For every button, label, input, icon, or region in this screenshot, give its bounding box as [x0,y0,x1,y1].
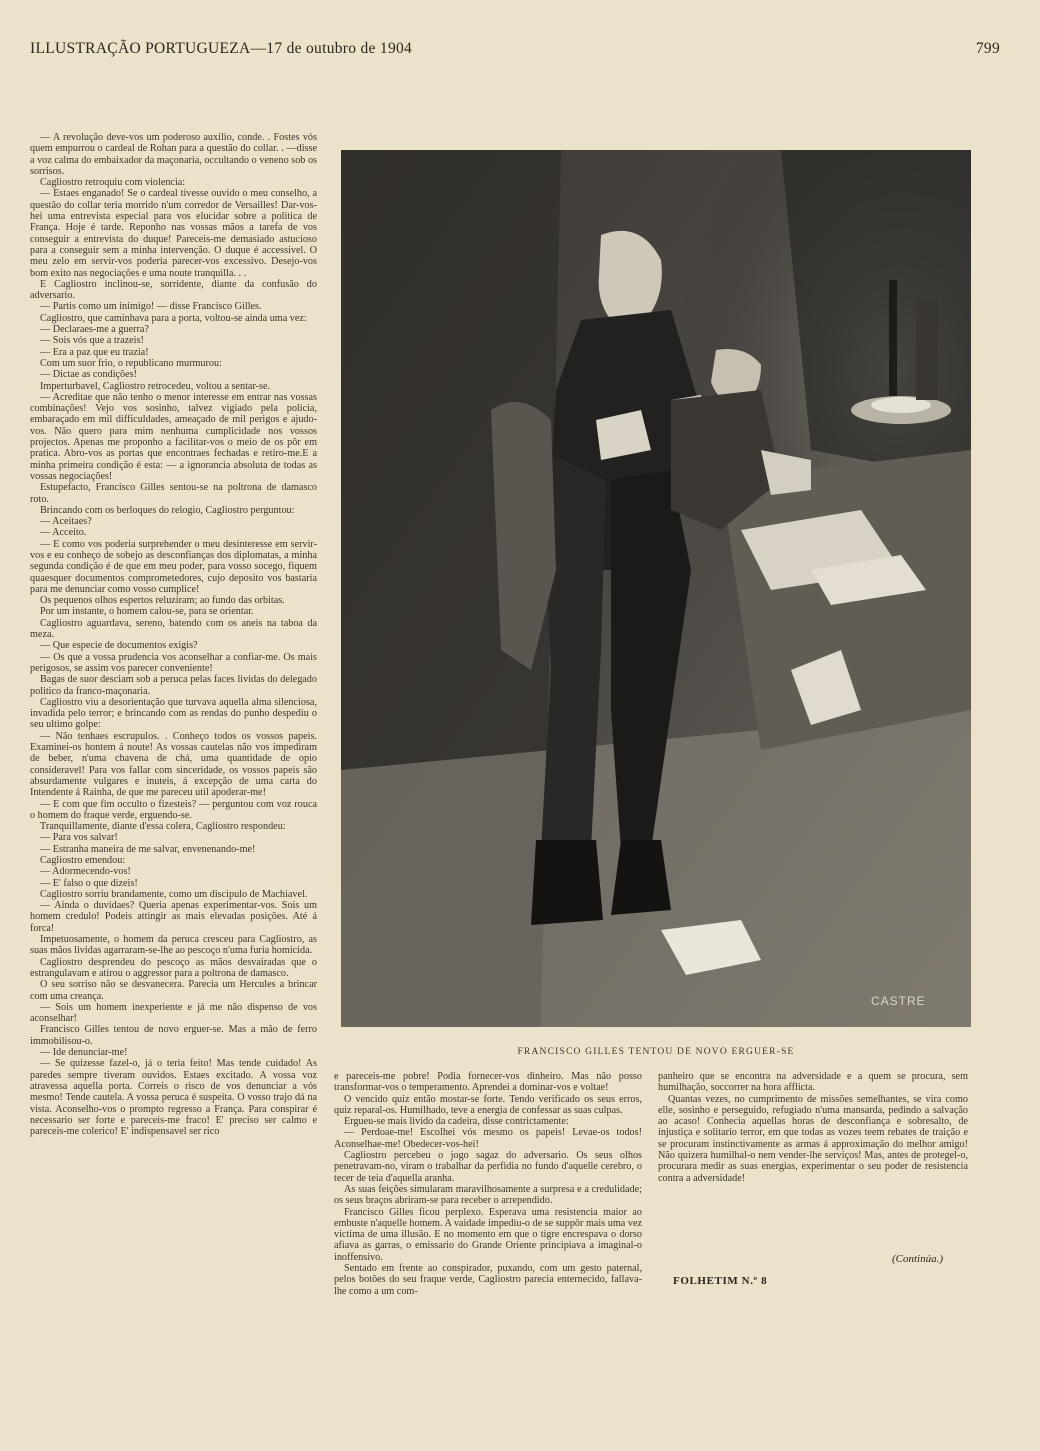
publication-title: ILLUSTRAÇÃO PORTUGUEZA—17 de outubro de 1904 [30,40,413,57]
paragraph: — Acreditae que não tenho o menor interesse em entrar nas vossas combinações! Vejo vos sosinho, talvez vigiado pela policia, embaraçado em mil difficuldades, ameaçado de mil perigos e ajudo-vos. Não quero para mim nenhuma cumplicidade nos vossos projectos. Apenas me proponho a facilitar-vos o meio de os pôr em pratica. Abro-vos as portas que encontraes fechadas e retiro-me.E a minha primeira condição é esta: — a ignorancia absoluta de todas as vossas negociações! [30,391,317,482]
paragraph: — Estranha maneira de me salvar, envenenando-me! [40,843,256,855]
paragraph: — Acceito. [40,527,87,539]
paragraph: Cagliostro viu a desorientação que turvava aquella alma silenciosa, invadida pelo terror; e brincando com as rendas do punho despediu o seu ultimo golpe: [30,696,317,731]
paragraph: — Declaraes-me a guerra? [40,324,149,336]
paragraph: Quantas vezes, no cumprimento de missões semelhantes, se vira como elle, sosinho e perseguido, refugiado n'uma mansarda, pedindo a salvação ao acaso! Conhecia aquellas horas de desconfiança e sobresalto, de injustiça e solitario terror, em que todas as vozes teem rebates de traição e se procuram instinctivamente as armas á approximação do melhor amigo! Não quizera humilhal-o nem vender-lhe serviços! Mas, antes de protegel-o, procurara medir as suas energias, experimentar o seu poder de resistencia contra a adversidade! [658,1093,968,1184]
paragraph: — A revolução deve-vos um poderoso auxilio, conde. . Fostes vós quem empurrou o cardeal de Rohan para a questão do collar. . —disse a voz calma do embaixador da maçonaria, occultando o veneno sob os sorrisos. [30,132,317,177]
paragraph: Imperturbavel, Cagliostro retrocedeu, voltou a sentar-se. [40,380,271,392]
paragraph: Por um instante, o homem calou-se, para se orientar. [40,606,254,618]
paragraph: — Não tenhaes escrupulos. . Conheço todos os vossos papeis. Examinei-os hontem á noute! As vossas cautelas não vos impediram de beber, n'uma chavena de chá, uma quantidade de opio consideravel! Para vos fallar com sinceridade, os vossos papeis são absurdamente vulgares e inuteis, á excepção de uma carta do Intendente á Rainha, de que me pareceu util apoderar-me! [30,730,317,799]
paragraph: — E com que fim occulto o fizesteis? — perguntou com voz rouca o homem do fraque verde, erguendo-se. [30,798,317,821]
paragraph: E Cagliostro inclinou-se, sorridente, diante da confusão do adversario. [30,278,317,302]
paragraph: — Partis como um inimigo! — disse Francisco Gilles. [40,301,262,313]
paragraph: — E como vos poderia surprehender o meu desinteresse em servir-vos e eu conheço de sobejo as desconfianças dos diplomatas, a minha segunda condição é de que em meu poder, para vosso socego, fiquem quaesquer documentos comprometedores, cujo deposito vos bastaria para me denunciar como vosso cumplice! [30,538,317,595]
text-column-middle [334,1071,642,1391]
paragraph: Francisco Gilles ficou perplexo. Esperava uma resistencia maior ao embuste n'aquelle homem. A vaidade impediu-o de se suppôr mais uma vez victima de uma illusão. E no momento em que o tigre encrespava o dorso afiava as garras, o emissario do Grande Oriente principiava a imaginal-o inoffensivo. [334,1206,642,1263]
paragraph: — Os que a vossa prudencia vos aconselhar a confiar-me. Os mais perigosos, se assim vos parecer conveniente! [30,651,317,674]
paragraph: Bagas de suor desciam sob a peruca pelas faces lividas do delegado politico da franco-maçonaria. [30,674,317,697]
paragraph: Cagliostro desprendeu do pescoço as mãos desvairadas que o estrangulavam e atirou o aggressor para a poltrona de damasco. [30,956,317,979]
paragraph: panheiro que se encontra na adversidade e a quem se procura, sem humilhação, soccorrer na hora afflicta. [658,1071,968,1094]
paragraph: As suas feições simularam maravilhosamente a surpresa e a credulidade; os seus braços abriram-se para receber o arrependido. [334,1183,642,1207]
paragraph: Francisco Gilles tentou de novo erguer-se. Mas a mão de ferro immobilisou-o. [30,1024,317,1047]
paragraph: Com um suor frio, o republicano murmurou: [40,357,222,369]
text-column-left [30,132,317,1390]
continued-note: (Continúa.) [892,1253,944,1265]
paragraph: — Aceitaes? [40,516,92,528]
paragraph: — Era a paz que eu trazia! [40,346,149,358]
paragraph: Cagliostro retroquiu com violencia: [40,177,186,189]
artist-signature: CASTRE [871,994,926,1008]
paragraph: e pareceis-me pobre! Podia fornecer-vos dinheiro. Mas não posso transformar-vos o temperamento. Aprendei a dominar-vos e voltae! [334,1071,642,1094]
paragraph: Ergueu-se mais livido da cadeira, disse contrictamente: [344,1116,569,1128]
paragraph: — Ainda o duvidaes? Queria apenas experimentar-vos. Sois um homem credulo! Podeis attingir as mais elevadas posições. Até á forca! [30,900,317,934]
paragraph: — Estaes enganado! Se o cardeal tivesse ouvido o meu conselho, a questão do collar teria morrido n'um corredor de Versailles! Dar-vos-hei uma entrevista especial para vos elucidar sobre a politica de França. Hoje é tarde. Reponho nas vossas mãos a tarefa de vos conseguir a entrevista do duque! Pareceis-me demasiado astucioso para a conseguir sem a minha intervenção. O duque é accessivel. O meu zelo em servir-vos poderia parecer-vos excessivo. Desejo-vos bom exito nas negociações e uma noute tranquilla. . . [30,188,317,279]
paragraph: Brincando com os berloques do relogio, Cagliostro perguntou: [40,504,295,516]
paragraph: — Que especie de documentos exigis? [40,640,198,652]
paragraph: Impetuosamente, o homem da peruca cresceu para Cagliostro, as suas mãos lividas agarraram-se-lhe ao pescoço n'uma furia homicida. [30,934,317,957]
paragraph: — E' falso o que dizeis! [40,877,138,889]
text-column-right [658,1071,968,1211]
illustration-caption: FRANCISCO GILLES TENTOU DE NOVO ERGUER-SE [517,1047,795,1057]
paragraph: Os pequenos olhos espertos reluziram; ao fundo das orbitas. [40,595,285,607]
illustration [341,150,971,1027]
paragraph: — Dictae as condições! [40,369,138,381]
paragraph: Cagliostro aguardava, sereno, batendo com os aneis na taboa da meza. [30,617,317,641]
paragraph: Cagliostro sorriu brandamente, como um discipulo de Machiavel. [40,888,308,900]
paragraph: — Perdoae-me! Escolhei vós mesmo os papeis! Levae-os todos! Aconselhae-me! Obedecer-vos-hei! [334,1127,642,1150]
engraving-image [341,150,971,1027]
serial-number: FOLHETIM N.º 8 [673,1275,768,1287]
paragraph: — Se quizesse fazel-o, já o teria feito! Mas tende cuidado! As paredes sempre tiveram ouvidos. Estaes excitado. A vossa voz atravessa aquella porta. Correis o risco de vos denunciar a vós mesmo! Tende cautela. A vossa peruca é suspeita. O vosso trajo dá na vista. Aconselho-vos o prompto regresso a França. Para conspirar é necessario ser forte e pareceis-me fraco! E' preciso ser calmo e pareceis-me colerico! E' indispensavel ser rico [30,1058,317,1138]
page-header [30,40,1000,64]
paragraph: Cagliostro percebeu o jogo sagaz do adversario. Os seus olhos penetravam-no, viram o trabalhar da perfidia no fundo d'aquelle cerebro, o tecer de teia d'aquella aranha. [334,1150,642,1184]
paragraph: Cagliostro emendou: [40,855,126,866]
paragraph: Sentado em frente ao conspirador, puxando, com um gesto paternal, pelos botões do seu fraque verde, Cagliostro parecia enternecido, fallava-lhe como a um com- [334,1263,642,1297]
paragraph: O seu sorriso não se desvanecera. Parecia um Hercules a brincar com uma creança. [30,979,317,1002]
paragraph: O vencido quiz então mostar-se forte. Tendo verificado os seus erros, quiz reparal-os. Humilhado, teve a energia de confessar as suas culpas. [334,1093,642,1116]
paragraph: — Para vos salvar! [40,832,118,844]
paragraph: Estupefacto, Francisco Gilles sentou-se na poltrona de damasco roto. [30,482,317,505]
paragraph: — Sois vós que a trazeis! [40,335,144,347]
paragraph: Tranquillamente, diante d'essa colera, Cagliostro respondeu: [40,821,286,833]
paragraph: Cagliostro, que caminhava para a porta, voltou-se ainda uma vez: [40,312,307,324]
paragraph: — Sois um homem inexperiente e já me não dispenso de vos aconselhar! [30,1001,317,1025]
page-number: 799 [975,40,1000,57]
paragraph: — Ide denunciar-me! [40,1047,128,1059]
paragraph: — Adormecendo-vos! [40,866,131,878]
